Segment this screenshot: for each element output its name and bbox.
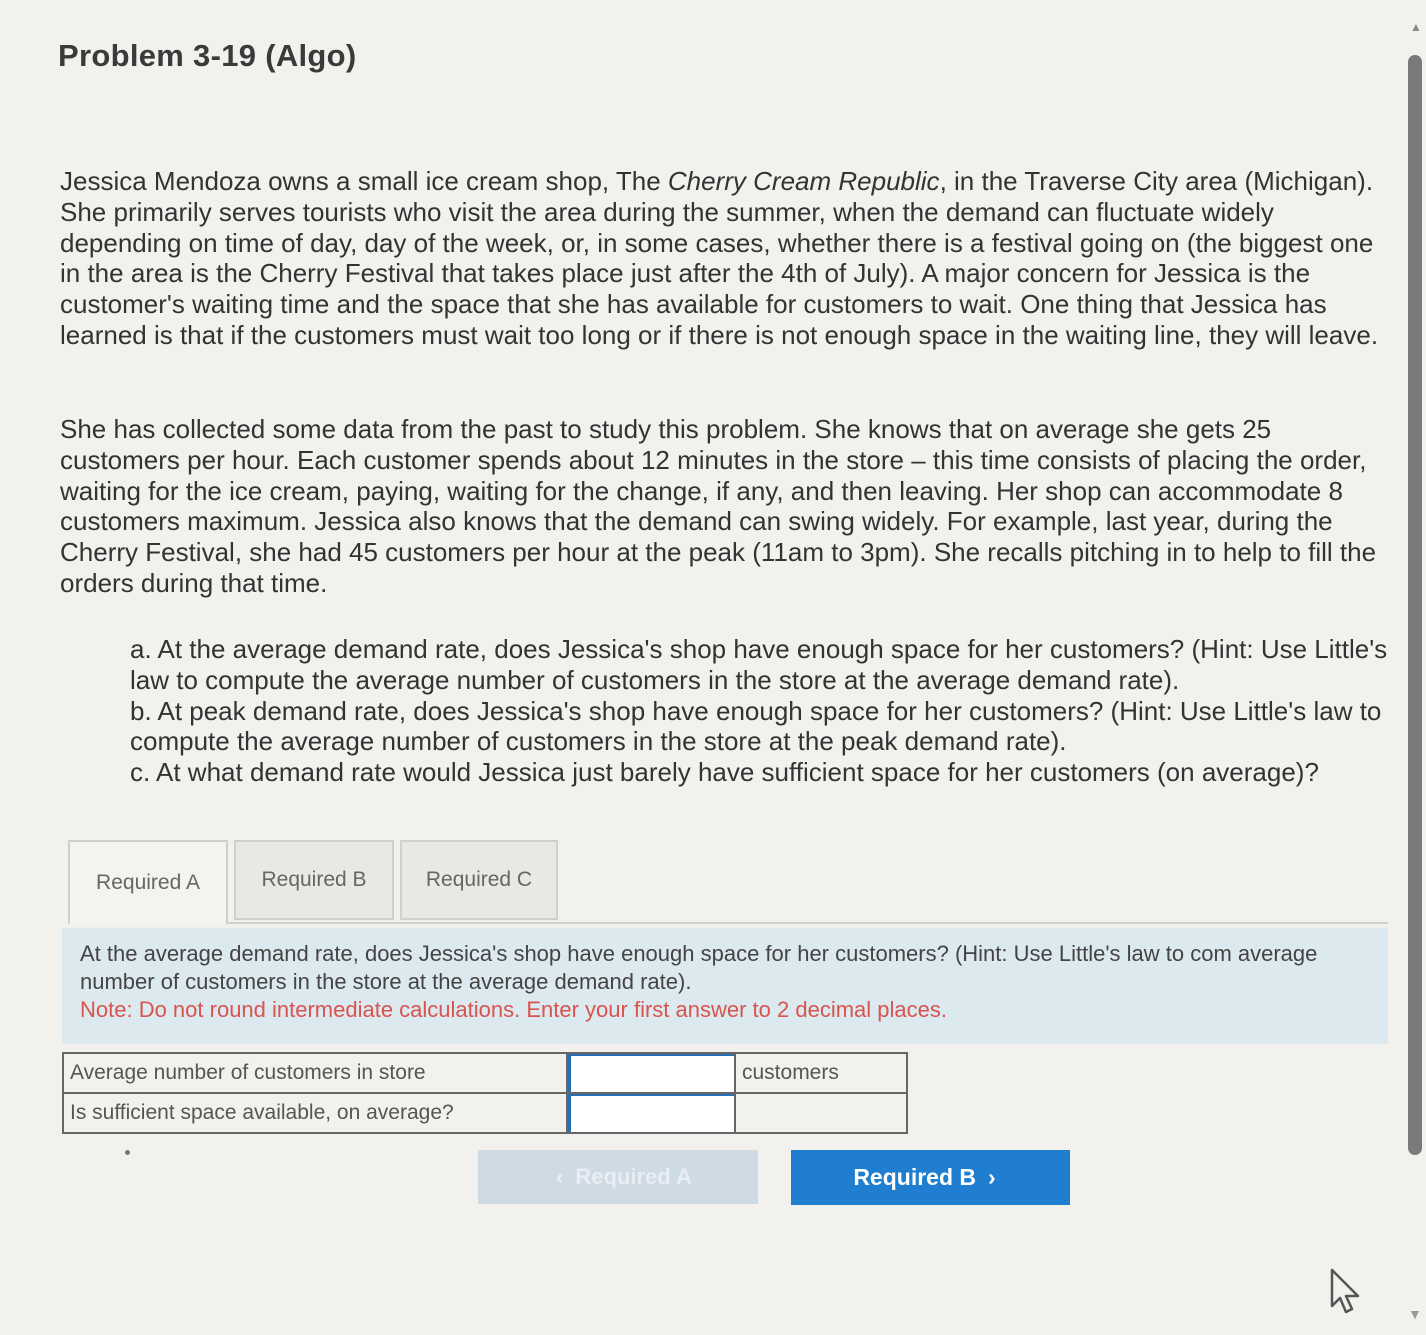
next-required-button[interactable]	[791, 1150, 1070, 1205]
shop-name: Cherry Cream Republic	[667, 166, 940, 196]
input-wrapper	[568, 1054, 734, 1092]
question-a: a. At the average demand rate, does Jessica's shop have enough space for her customers? (Hint: Use Little's law to compute the average number of customers in the store at the average demand rate).	[130, 634, 1388, 695]
unit-customers: customers	[735, 1053, 907, 1093]
question-list	[130, 634, 1390, 788]
paragraph-1-rest: , in the Traverse City area (Michigan). She primarily serves tourists who visit the area during the summer, when the demand can fluctuate widely depending on time of day, day of the week, or, in some cases, whether there is a festival going on (the biggest one in the area is the Cherry Festival that takes place just after the 4th of July). A major concern for Jessica is the customer's waiting time and the space that she has available for customers to wait. One thing that Jessica has learned is that if the customers must wait too long or if there is not enough space in the waiting line, they will leave.	[60, 166, 1379, 350]
problem-paragraph-2: She has collected some data from the past to study this problem. She knows that on average she gets 25 customers per hour. Each customer spends about 12 minutes in the store – this time consists of placing the order, waiting for the ice cream, paying, waiting for the change, if any, and then leaving. Her shop can accommodate 8 customers maximum. Jessica also knows that the demand can swing widely. For example, last year, during the Cherry Festival, she had 45 customers per hour at the peak (11am to 3pm). She recalls pitching in to help to fill the orders during that time.	[60, 414, 1377, 598]
instruction-note: Note: Do not round intermediate calculations. Enter your first answer to 2 decimal places.	[80, 997, 947, 1022]
prev-required-button[interactable]	[478, 1150, 758, 1204]
scrollbar-thumb[interactable]	[1408, 55, 1422, 1155]
input-wrapper	[568, 1094, 734, 1132]
instruction-box	[62, 928, 1388, 1044]
row-label-avg-customers: Average number of customers in store	[63, 1053, 567, 1093]
paragraph-1-start: Jessica Mendoza owns a small ice cream shop, The	[60, 166, 668, 196]
stray-dot	[125, 1150, 130, 1155]
next-required-label: Required B	[853, 1164, 976, 1190]
table-row	[63, 1053, 907, 1093]
problem-paragraph-1	[60, 166, 1380, 351]
scroll-up-arrow-icon[interactable]: ▲	[1410, 20, 1422, 34]
avg-customers-input[interactable]	[571, 1056, 738, 1092]
required-tabs	[68, 840, 564, 924]
tab-required-b[interactable]: Required B	[234, 840, 394, 920]
problem-title: Problem 3-19 (Algo)	[58, 38, 357, 73]
input-cell	[567, 1093, 735, 1133]
instruction-question: At the average demand rate, does Jessica's shop have enough space for her customers? (Hint: Use Little's law to com average number of customers in the store at the average demand rate).	[80, 941, 1318, 994]
chevron-left-icon: ‹	[556, 1164, 564, 1189]
input-cell	[567, 1053, 735, 1093]
table-row	[63, 1093, 907, 1133]
answer-table	[62, 1052, 908, 1134]
chevron-right-icon: ›	[988, 1164, 996, 1190]
unit-empty	[735, 1093, 907, 1133]
tab-required-c[interactable]: Required C	[400, 840, 558, 920]
sufficient-space-select[interactable]	[571, 1096, 738, 1132]
row-label-sufficient-space: Is sufficient space available, on average?	[63, 1093, 567, 1133]
tab-required-a[interactable]: Required A	[68, 840, 228, 924]
question-c: c. At what demand rate would Jessica just barely have sufficient space for her customers (on average)?	[130, 757, 1319, 788]
mouse-cursor-icon	[1328, 1268, 1364, 1316]
question-b: b. At peak demand rate, does Jessica's shop have enough space for her customers? (Hint: Use Little's law to compute the average number of customers in the store at the peak demand rate).	[130, 695, 1382, 757]
prev-required-label: Required A	[575, 1164, 692, 1189]
tab-divider	[228, 922, 1388, 924]
scroll-down-arrow-icon[interactable]: ▼	[1408, 1306, 1422, 1322]
